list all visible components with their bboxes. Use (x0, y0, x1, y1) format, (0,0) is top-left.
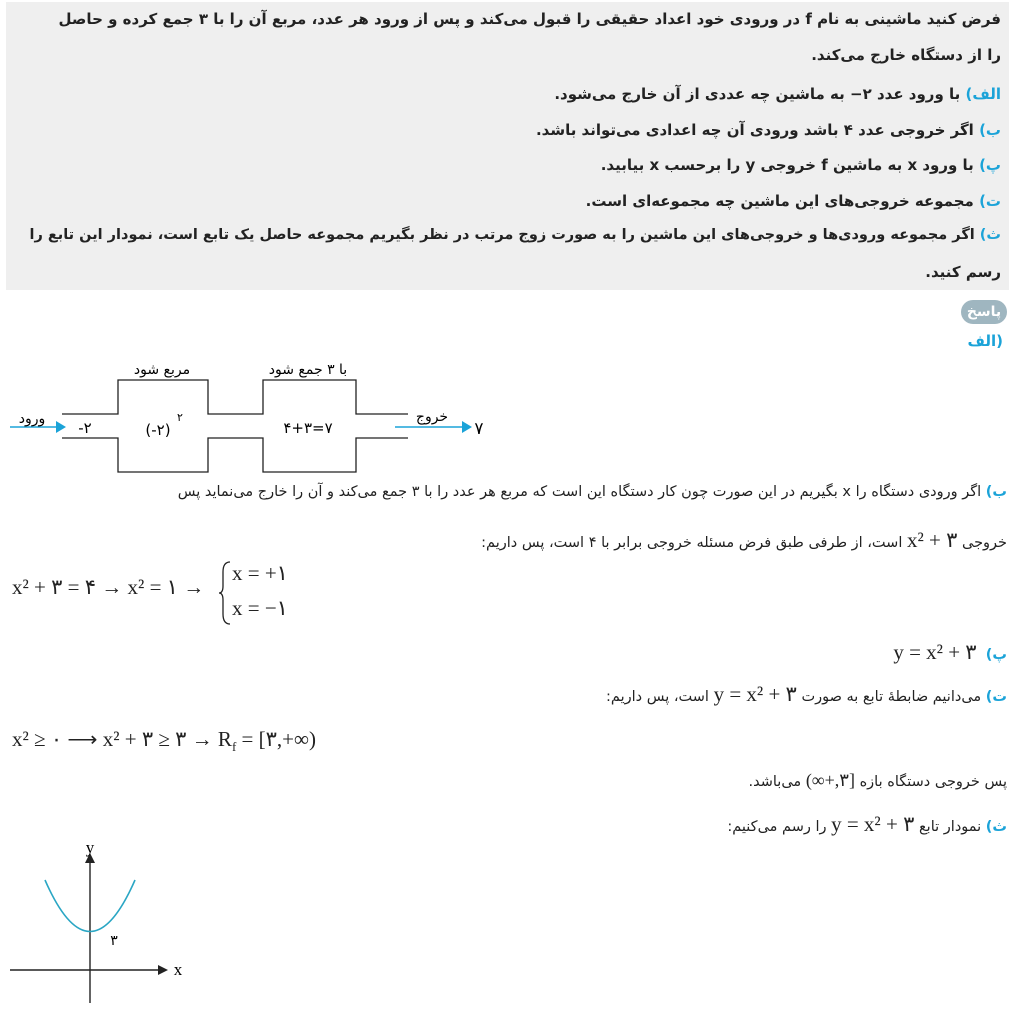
output-arrow-icon (462, 421, 472, 433)
input-label: ورود (18, 411, 46, 427)
part-label: ب) (979, 121, 1001, 139)
question-part-te (586, 192, 1001, 210)
diagram-bottom-outline (62, 438, 408, 472)
the-text: نمودار تابع (918, 819, 982, 835)
output-label: خروج (415, 409, 449, 425)
part-label: الف) (965, 85, 1001, 103)
be-case-1: x = +۱ (232, 561, 288, 585)
box2-content: ۴+۳=۷ (283, 419, 333, 437)
answer-the-label: ث) (985, 819, 1007, 835)
te-eq-sub: f (231, 739, 237, 755)
answer-pe-label: پ) (985, 647, 1007, 663)
te-text: می‌باشد. (748, 774, 802, 790)
te-text: است، پس داریم: (606, 689, 709, 705)
output-value: ۷ (474, 419, 484, 439)
part-label: ت) (979, 192, 1001, 210)
the-math: y = x² + ۳ (831, 812, 915, 836)
question-part-pe (601, 156, 1001, 174)
te-text: پس خروجی دستگاه بازه (859, 774, 1007, 790)
be-equation: x² + ۳ = ۴ → x² = ۱ → (12, 575, 205, 599)
diagram-top-outline (62, 380, 408, 414)
question-part-the-2: رسم کنید. (925, 263, 1001, 281)
part-label: ث) (979, 227, 1001, 243)
diagram-stroke (219, 562, 230, 624)
answer-pe (893, 640, 1007, 665)
answer-badge: پاسخ (961, 300, 1007, 324)
be-case-2: x = −۱ (232, 596, 288, 620)
te-eq-main: x² ≥ ۰ ⟶ x² + ۳ ≥ ۳ → R (12, 727, 232, 751)
be-text: اگر ورودی دستگاه را x بگیریم در این صورت چون کار دستگاه این است که مربع هر عدد را با ۳ جمع می‌کند و آن را خارج می‌نماید پس (177, 484, 982, 500)
box1-superscript: ۲ (177, 411, 183, 424)
be-text: خروجی (961, 535, 1007, 551)
parabola-graph (0, 835, 200, 1010)
be-math: x² + ۳ (906, 528, 958, 552)
answer-be-label: ب) (985, 484, 1007, 500)
question-intro-1: فرض کنید ماشینی به نام f در ورودی خود اعداد حقیقی را قبول می‌کند و پس از ورود هر عدد، مربع آن را با ۳ جمع کرده و حاصل (58, 10, 1001, 28)
box1-title: مربع شود (133, 362, 191, 378)
answer-be-line1 (178, 484, 1007, 500)
the-text: را رسم می‌کنیم: (727, 819, 827, 835)
part-text: با ورود x به ماشین f خروجی y را برحسب x بیابید. (600, 156, 974, 174)
te-eq-end: = [۳,+∞) (236, 727, 316, 751)
be-text: است، از طرفی طبق فرض مسئله خروجی برابر با ۴ است، پس داریم: (481, 535, 903, 551)
part-text: اگر مجموعه ورودی‌ها و خروجی‌های این ماشین را به صورت زوج مرتب در نظر بگیریم مجموعه حاصل یک تابع است، نمودار این تابع را (29, 227, 975, 243)
input-value: -۲ (78, 419, 92, 437)
question-intro-2: را از دستگاه خارج می‌کند. (811, 46, 1001, 64)
question-part-be (536, 121, 1001, 139)
question-part-alef (554, 85, 1001, 103)
te-interval: [۳,+∞) (805, 770, 855, 790)
vertex-label: ۳ (110, 933, 118, 949)
answer-te-line2 (749, 770, 1007, 791)
pe-equation: y = x² + ۳ (893, 640, 977, 664)
x-axis-arrow-icon (158, 965, 168, 975)
y-axis-label: y (85, 838, 95, 857)
brace-icon (218, 560, 232, 626)
box2-title: با ۳ جمع شود (268, 362, 348, 378)
part-text: مجموعه خروجی‌های این ماشین چه مجموعه‌ای است. (585, 192, 974, 210)
input-arrow-icon (56, 421, 66, 433)
answer-te-line1 (606, 682, 1007, 707)
answer-the-line (727, 812, 1007, 837)
part-label: پ) (979, 156, 1001, 174)
machine-diagram (0, 355, 500, 480)
part-text: با ورود عدد ۲− به ماشین چه عددی از آن خارج می‌شود. (554, 85, 961, 103)
answer-alef-label: الف) (967, 332, 1003, 350)
te-equation (12, 727, 316, 755)
answer-te-label: ت) (985, 689, 1007, 705)
x-axis-label: x (173, 960, 183, 979)
box1-content: (-۲) (145, 421, 171, 439)
answer-be-line2 (481, 528, 1007, 553)
part-text: اگر خروجی عدد ۴ باشد ورودی آن چه اعدادی می‌تواند باشد. (535, 121, 974, 139)
question-part-the (30, 227, 1001, 243)
te-math: y = x² + ۳ (713, 682, 797, 706)
te-text: می‌دانیم ضابطهٔ تابع به صورت (801, 689, 982, 705)
